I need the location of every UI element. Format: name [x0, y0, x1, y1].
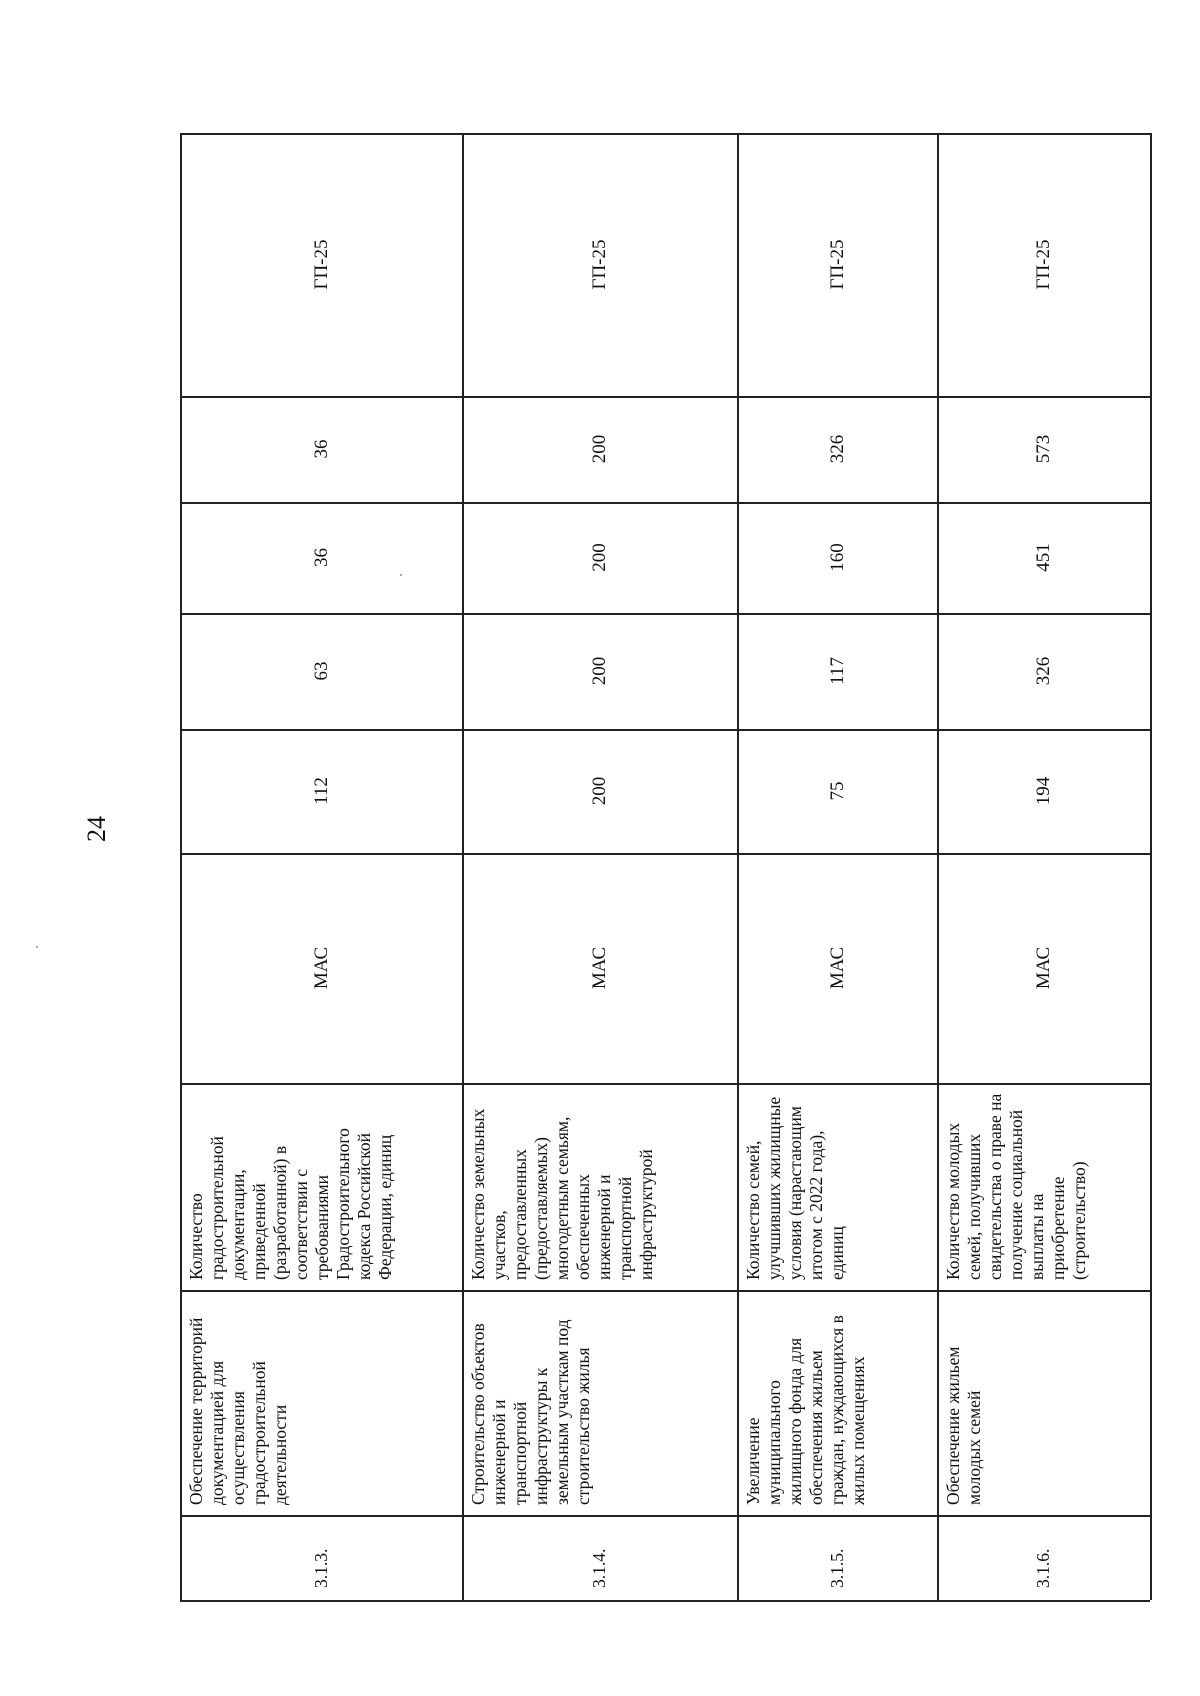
- row-program: ГП-25: [310, 239, 332, 290]
- row-value-4: 36: [310, 439, 332, 459]
- row-value-1: 194: [1033, 776, 1054, 806]
- row-code: 3.1.5.: [826, 1548, 847, 1588]
- table-gridline-vertical: [1150, 133, 1152, 1600]
- row-indicator: Количество семей, улучшивших жилищные условия (нарастающим итогом с 2022 года), единиц: [743, 1096, 847, 1280]
- row-value-3: 200: [589, 543, 610, 572]
- row-event: Обеспечение жильем молодых семей: [943, 1346, 984, 1505]
- row-program: ГП-25: [1033, 239, 1054, 290]
- row-code: 3.1.4.: [589, 1548, 609, 1588]
- row-executor: МАС: [310, 946, 332, 990]
- scan-speck: [36, 946, 38, 948]
- row-code: 3.1.6.: [1033, 1548, 1053, 1588]
- scan-speck: [400, 574, 402, 576]
- table-gridline-horizontal: [180, 1600, 1150, 1602]
- row-executor: МАС: [1033, 946, 1054, 990]
- row-value-4: 200: [589, 434, 610, 464]
- row-event: Обеспечение территорий документацией для осуществления градостроительной деятельности: [186, 1317, 290, 1505]
- page-number: 24: [82, 816, 111, 842]
- row-value-3: 451: [1033, 543, 1054, 572]
- row-executor: МАС: [826, 946, 848, 990]
- row-value-3: 36: [310, 548, 332, 567]
- row-code: 3.1.3.: [310, 1548, 331, 1588]
- row-value-2: 326: [1033, 656, 1054, 686]
- row-executor: МАС: [589, 946, 610, 990]
- row-value-4: 326: [826, 434, 848, 464]
- row-program: ГП-25: [826, 239, 848, 290]
- row-event: Увеличение муниципального жилищного фонда для обеспечения жильем граждан, нуждающихся в жилых помещениях: [743, 1315, 868, 1505]
- row-indicator: Количество молодых семей, получивших свидетельства о праве на получение социальной выплаты на приобретение (строительство): [943, 1093, 1089, 1280]
- row-value-3: 160: [826, 543, 848, 572]
- row-value-4: 573: [1033, 434, 1054, 464]
- row-program: ГП-25: [589, 239, 610, 290]
- row-value-1: 112: [310, 777, 332, 805]
- row-indicator: Количество градостроительной документации, приведенной (разработанной) в соответствии с требованиями Градостроительного кодекса Российской Федерации, единиц: [186, 1128, 395, 1280]
- row-value-2: 117: [826, 657, 848, 685]
- row-indicator: Количество земельных участков, предоставленных (предоставляемых) многодетным семьям, обеспеченных инженерной и транспортной инфраструктурой: [468, 1108, 656, 1280]
- row-value-1: 75: [826, 781, 848, 801]
- row-value-1: 200: [589, 776, 610, 806]
- row-value-2: 200: [589, 656, 610, 686]
- row-value-2: 63: [310, 661, 332, 681]
- row-event: Строительство объектов инженерной и транспортной инфраструктуры к земельным участкам под строительство жилья: [468, 1319, 593, 1505]
